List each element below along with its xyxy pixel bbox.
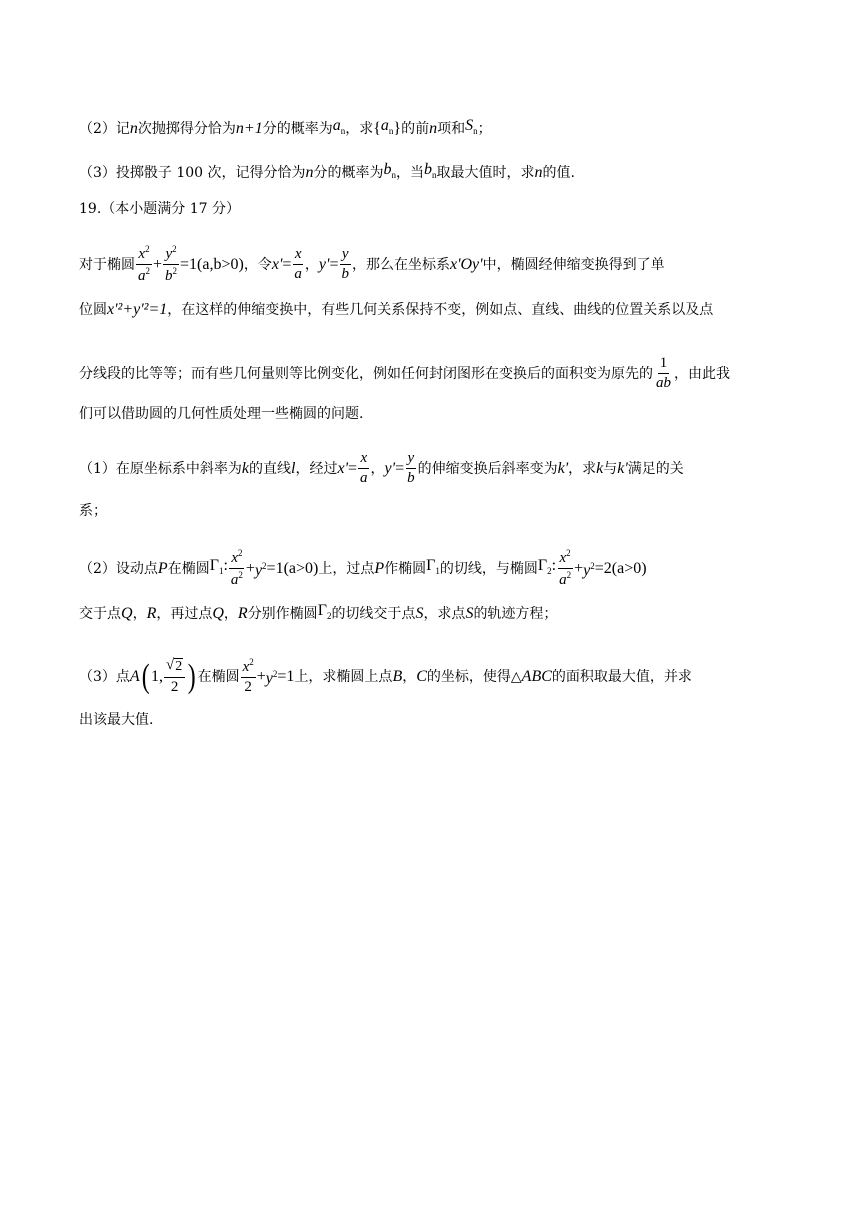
frac-sqrt2-2: √ 2 2 <box>164 658 185 694</box>
intro-line-3: 分线段的比等等；而有些几何量则等比例变化，例如任何封闭图形在变换后的面积变为原先的 $\frac{1}{ab}$ ，由此我 <box>79 355 730 391</box>
frac-y-b: $\frac{y}{b}$ <box>341 246 349 282</box>
part3-line-1: （3）点 A ( 1, √ 2 2 ) 在椭圆 $\frac{x^2}{2}$ + $y^2$ =1 上，求椭圆上点 B ， C 的坐标，使得△ ABC 的面积取最大值，并求 <box>79 657 692 695</box>
intro-line-2: 位圆 x'²+y'²=1 ，在这样的伸缩变换中，有些几何关系保持不变，例如点、直线、曲线的位置关系以及点 <box>79 301 714 318</box>
q19-header: 19.（本小题满分 17 分） <box>79 201 240 217</box>
part3-line-2: 出该最大值. <box>79 712 154 728</box>
frac-y2-b2: $\frac{y^2}{b^2}$ <box>165 244 178 284</box>
frac-1-ab: $\frac{1}{ab}$ <box>656 355 671 391</box>
part1-line-2: 系； <box>79 503 107 519</box>
frac-x2-2: $\frac{x^2}{2}$ <box>242 657 254 695</box>
frac-x2-a2-g2: $\frac{x^2}{a^2}$ <box>559 548 572 588</box>
frac-y-b-2: $\frac{y}{b}$ <box>407 450 415 486</box>
q18-part2-line: （2）记 n 次抛掷得分恰为 n+1 分的概率为 $a_n$ ，求 { $a_n$ } 的前 n 项和 $S_n$ ； <box>79 117 492 137</box>
q18-part3-line: （3）投掷骰子 100 次，记得分恰为 n 分的概率为 $b_n$ ，当 $b_n$ 取最大值时，求 n 的值. <box>79 161 575 181</box>
frac-x-a: $\frac{x}{a}$ <box>294 246 302 282</box>
intro-line-1: 对于椭圆 $\frac{x^2}{a^2}$ + $\frac{y^2}{b^2}$ =1(a,b>0) ，令 x' = $\frac{x}{a}$ ， y' = $\frac{y}{b}$ ，那么在坐标系 x'Oy' 中，椭圆经伸缩变换得到了单 <box>79 244 665 284</box>
part2-line-1: （2）设动点 P 在椭圆 $\Gamma_1$: $\frac{x^2}{a^2}$ + $y^2$ =1(a>0) 上，过点 P 作椭圆 $\Gamma_1$ 的切线，与椭圆 $\Gamma_2$: $\frac{x^2}{a^2}$ + $y^2$ =2(a>0) <box>79 548 647 588</box>
part2-line-2: 交于点 Q ， R ，再过点 Q ， R 分别作椭圆 $\Gamma_2$ 的切线交于点 S ，求点 S 的轨迹方程； <box>79 602 558 622</box>
frac-x-a-2: $\frac{x}{a}$ <box>360 450 368 486</box>
frac-x2-a2: $\frac{x^2}{a^2}$ <box>138 244 150 284</box>
intro-line-4: 们可以借助圆的几何性质处理一些椭圆的问题. <box>79 406 364 422</box>
frac-x2-a2-g1: $\frac{x^2}{a^2}$ <box>230 548 243 588</box>
part1-line-1: （1）在原坐标系中斜率为 k 的直线 l ，经过 x' = $\frac{x}{a}$ ， y' = $\frac{y}{b}$ 的伸缩变换后斜率变为 k' ，求 k 与 k' 满足的关 <box>79 450 684 486</box>
